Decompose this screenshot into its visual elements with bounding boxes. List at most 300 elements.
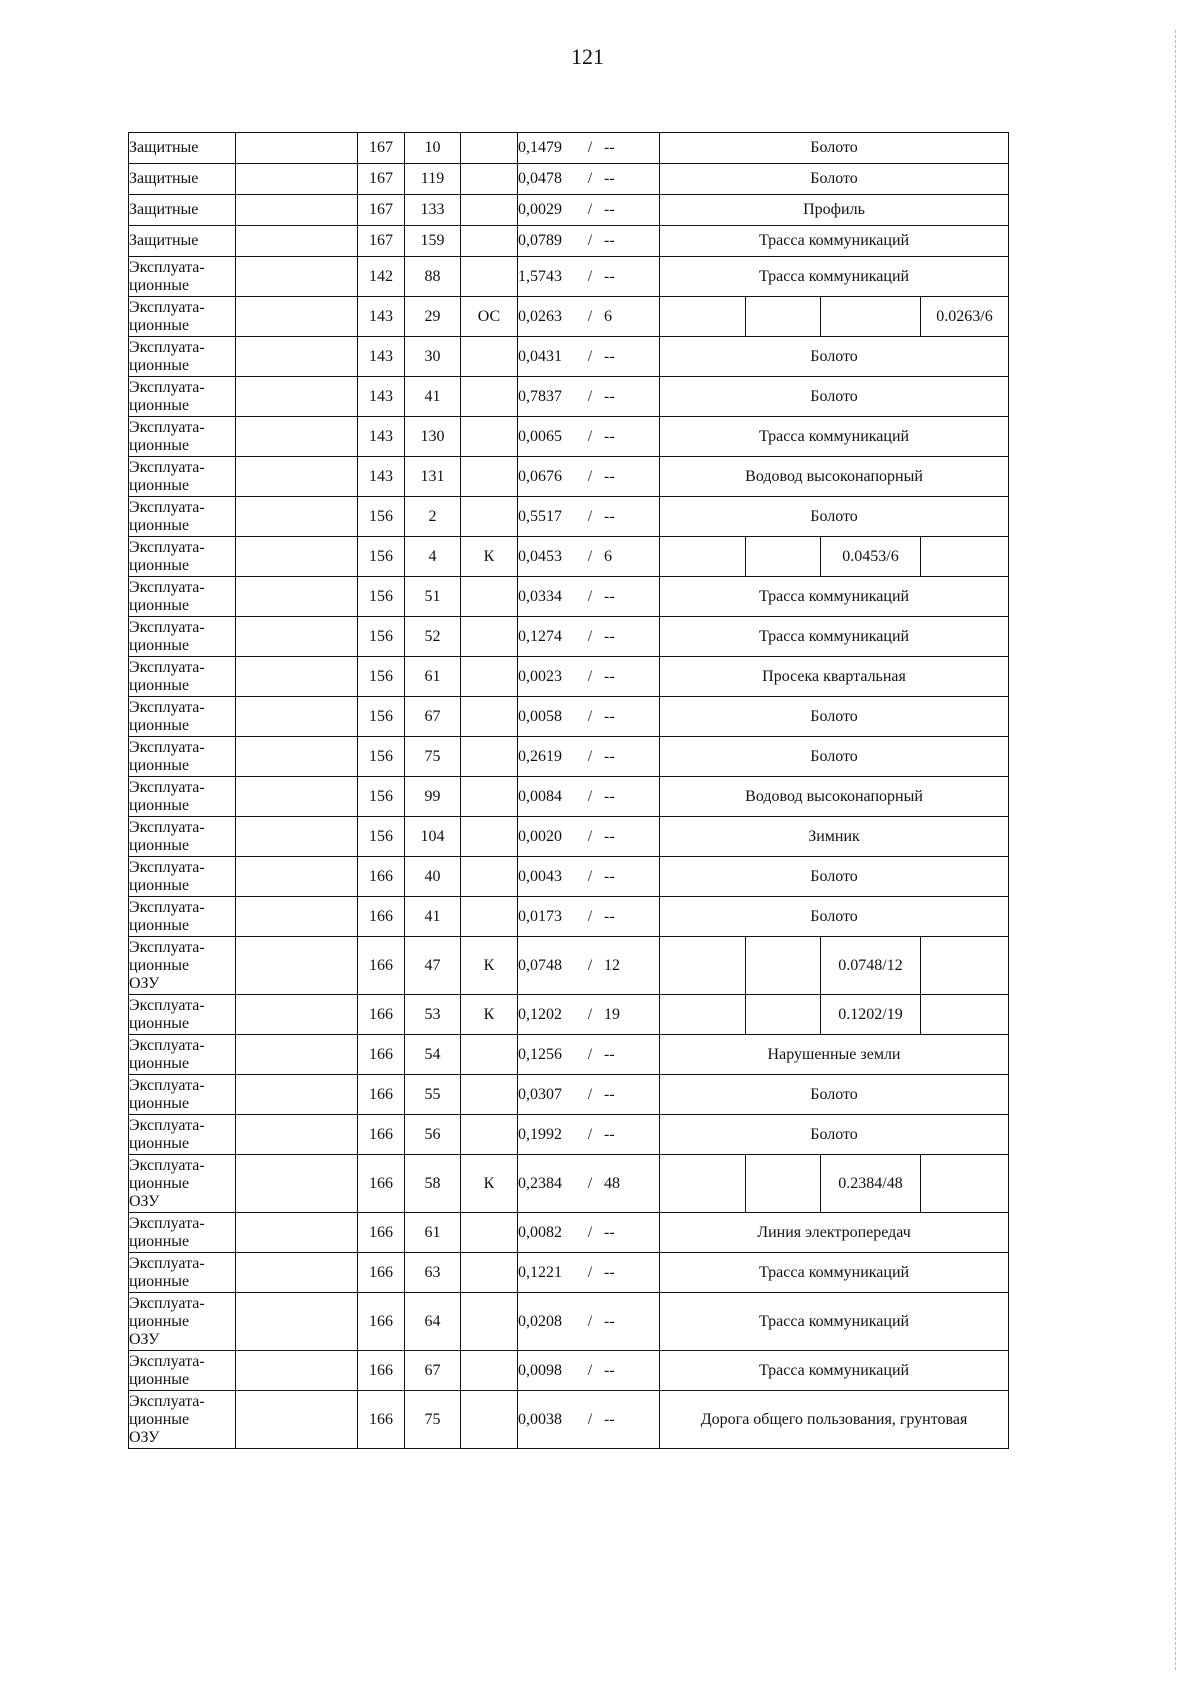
plot-cell: 88 — [405, 257, 461, 297]
note-cell: Нарушенные земли — [660, 1035, 1009, 1075]
table-row — [129, 537, 1009, 577]
category-cell — [129, 897, 236, 937]
code-cell — [461, 777, 518, 817]
area-sub-value: -- — [604, 1125, 615, 1143]
area-cell — [518, 164, 660, 195]
empty-cell — [236, 1351, 358, 1391]
area-cell — [518, 457, 660, 497]
quarter-cell: 156 — [358, 497, 405, 537]
category-line: Эксплуата- — [129, 1294, 205, 1312]
forest-plot-table — [128, 132, 1009, 1449]
note-cell: Трасса коммуникаций — [660, 417, 1009, 457]
area-sub-value: -- — [604, 867, 615, 885]
code-cell — [461, 377, 518, 417]
empty-cell — [236, 164, 358, 195]
code-cell — [461, 1351, 518, 1391]
quarter-cell: 166 — [358, 897, 405, 937]
code-cell — [461, 497, 518, 537]
category-line: ционные — [129, 1272, 190, 1290]
plot-cell: 29 — [405, 297, 461, 337]
table-row — [129, 226, 1009, 257]
area-value: 0,0478 — [518, 170, 562, 187]
plot-cell: 99 — [405, 777, 461, 817]
category-line: ционные — [129, 1094, 190, 1112]
area-slash: / — [587, 747, 593, 765]
empty-cell — [236, 417, 358, 457]
split-value-cell: 0.0453/6 — [821, 537, 921, 577]
category-line: Эксплуата- — [129, 538, 205, 556]
quarter-cell: 167 — [358, 164, 405, 195]
plot-cell: 104 — [405, 817, 461, 857]
quarter-cell: 156 — [358, 577, 405, 617]
empty-cell — [746, 297, 821, 337]
category-line: Эксплуата- — [129, 1352, 205, 1370]
empty-cell — [236, 497, 358, 537]
code-cell: К — [461, 1155, 518, 1213]
category-line: ОЗУ — [129, 1330, 160, 1348]
category-cell — [129, 195, 236, 226]
code-cell — [461, 1075, 518, 1115]
category-line: Эксплуата- — [129, 618, 205, 636]
code-cell — [461, 737, 518, 777]
category-line: Эксплуата- — [129, 996, 205, 1014]
category-line: ОЗУ — [129, 1428, 160, 1446]
area-value: 0,0038 — [518, 1410, 562, 1428]
plot-cell: 61 — [405, 657, 461, 697]
area-slash: / — [587, 907, 593, 925]
quarter-cell: 143 — [358, 417, 405, 457]
category-cell — [129, 1075, 236, 1115]
note-cell: Дорога общего пользования, грунтовая — [660, 1391, 1009, 1449]
table-row — [129, 937, 1009, 995]
area-cell — [518, 497, 660, 537]
category-line: Эксплуата- — [129, 1392, 205, 1410]
split-value-cell: 0.0748/12 — [821, 937, 921, 995]
area-cell — [518, 657, 660, 697]
table-row — [129, 417, 1009, 457]
plot-cell: 58 — [405, 1155, 461, 1213]
area-cell — [518, 377, 660, 417]
plot-cell: 52 — [405, 617, 461, 657]
code-cell: К — [461, 537, 518, 577]
area-sub-value: -- — [604, 1312, 615, 1330]
area-cell — [518, 737, 660, 777]
code-cell — [461, 164, 518, 195]
category-line: ционные — [129, 916, 190, 934]
code-cell — [461, 133, 518, 164]
table-row — [129, 897, 1009, 937]
area-cell — [518, 1115, 660, 1155]
category-line: Защитные — [129, 201, 199, 218]
area-sub-value: -- — [604, 627, 615, 645]
area-sub-value: -- — [604, 387, 615, 405]
note-cell: Болото — [660, 697, 1009, 737]
quarter-cell: 166 — [358, 1391, 405, 1449]
page-number: 121 — [571, 44, 604, 69]
category-line: Эксплуата- — [129, 818, 205, 836]
category-cell — [129, 337, 236, 377]
code-cell — [461, 1391, 518, 1449]
category-cell — [129, 1213, 236, 1253]
area-slash: / — [587, 347, 593, 365]
quarter-cell: 166 — [358, 1035, 405, 1075]
table-row — [129, 1253, 1009, 1293]
area-value: 0,0020 — [518, 827, 562, 845]
empty-cell — [660, 937, 746, 995]
category-line: ционные — [129, 356, 190, 374]
note-cell: Болото — [660, 1075, 1009, 1115]
area-sub-value: -- — [604, 507, 615, 525]
category-line: ционные — [129, 276, 190, 294]
table-row — [129, 457, 1009, 497]
area-value: 0,0043 — [518, 867, 562, 885]
note-cell: Болото — [660, 1115, 1009, 1155]
area-sub-value: -- — [604, 707, 615, 725]
code-cell — [461, 1213, 518, 1253]
note-cell: Просека квартальная — [660, 657, 1009, 697]
quarter-cell: 156 — [358, 737, 405, 777]
area-value: 0,0173 — [518, 907, 562, 925]
empty-cell — [746, 937, 821, 995]
note-cell: Трасса коммуникаций — [660, 1253, 1009, 1293]
category-cell — [129, 1391, 236, 1449]
area-value: 0,1256 — [518, 1045, 562, 1063]
category-line: Эксплуата- — [129, 898, 205, 916]
area-sub-value: -- — [604, 1410, 615, 1428]
code-cell — [461, 897, 518, 937]
area-slash: / — [587, 627, 593, 645]
split-value-cell: 0.1202/19 — [821, 995, 921, 1035]
category-line: Эксплуата- — [129, 1036, 205, 1054]
category-line: Эксплуата- — [129, 1156, 205, 1174]
empty-cell — [236, 995, 358, 1035]
area-slash: / — [587, 1361, 593, 1379]
note-cell: Профиль — [660, 195, 1009, 226]
category-cell — [129, 617, 236, 657]
table-row — [129, 497, 1009, 537]
area-value: 0,0334 — [518, 587, 562, 605]
code-cell — [461, 417, 518, 457]
area-sub-value: -- — [604, 587, 615, 605]
area-cell — [518, 817, 660, 857]
quarter-cell: 166 — [358, 995, 405, 1035]
table-row — [129, 195, 1009, 226]
quarter-cell: 156 — [358, 777, 405, 817]
plot-cell: 75 — [405, 1391, 461, 1449]
area-slash: / — [587, 201, 593, 218]
category-line: ОЗУ — [129, 974, 160, 992]
category-line: Эксплуата- — [129, 458, 205, 476]
category-line: ционные — [129, 956, 190, 974]
area-value: 0,0307 — [518, 1085, 562, 1103]
area-cell — [518, 226, 660, 257]
category-line: Эксплуата- — [129, 858, 205, 876]
empty-cell — [821, 297, 921, 337]
category-cell — [129, 133, 236, 164]
category-line: Эксплуата- — [129, 298, 205, 316]
area-slash: / — [587, 427, 593, 445]
empty-cell — [921, 995, 1009, 1035]
category-line: Эксплуата- — [129, 1254, 205, 1272]
area-sub-value: -- — [604, 201, 615, 218]
empty-cell — [236, 737, 358, 777]
area-slash: / — [587, 547, 593, 565]
category-line: ционные — [129, 836, 190, 854]
area-cell — [518, 1155, 660, 1213]
category-line: Эксплуата- — [129, 378, 205, 396]
plot-cell: 131 — [405, 457, 461, 497]
area-sub-value: 12 — [604, 956, 620, 974]
area-slash: / — [587, 387, 593, 405]
area-value: 0,0748 — [518, 956, 562, 974]
split-value-cell: 0.2384/48 — [821, 1155, 921, 1213]
table-row — [129, 1351, 1009, 1391]
quarter-cell: 166 — [358, 1351, 405, 1391]
quarter-cell: 166 — [358, 1293, 405, 1351]
category-cell — [129, 1155, 236, 1213]
empty-cell — [236, 1293, 358, 1351]
category-line: Эксплуата- — [129, 258, 205, 276]
quarter-cell: 166 — [358, 1253, 405, 1293]
table-row — [129, 1155, 1009, 1213]
plot-cell: 64 — [405, 1293, 461, 1351]
plot-cell: 54 — [405, 1035, 461, 1075]
area-sub-value: -- — [604, 1223, 615, 1241]
table-row — [129, 617, 1009, 657]
category-line: Эксплуата- — [129, 778, 205, 796]
note-cell: Болото — [660, 377, 1009, 417]
area-value: 0,0263 — [518, 307, 562, 325]
area-value: 0,1479 — [518, 139, 562, 156]
area-sub-value: -- — [604, 907, 615, 925]
area-cell — [518, 937, 660, 995]
area-slash: / — [587, 1125, 593, 1143]
quarter-cell: 167 — [358, 226, 405, 257]
area-sub-value: -- — [604, 170, 615, 187]
category-cell — [129, 1293, 236, 1351]
empty-cell — [236, 195, 358, 226]
area-slash: / — [587, 1263, 593, 1281]
area-sub-value: -- — [604, 267, 615, 285]
category-line: ционные — [129, 396, 190, 414]
area-value: 0,0453 — [518, 547, 562, 565]
table-row — [129, 1075, 1009, 1115]
plot-cell: 2 — [405, 497, 461, 537]
area-value: 0,0676 — [518, 467, 562, 485]
area-cell — [518, 577, 660, 617]
category-line: Эксплуата- — [129, 1116, 205, 1134]
category-line: ционные — [129, 756, 190, 774]
note-cell: Водовод высоконапорный — [660, 777, 1009, 817]
area-cell — [518, 1035, 660, 1075]
category-cell — [129, 377, 236, 417]
empty-cell — [660, 537, 746, 577]
area-cell — [518, 297, 660, 337]
quarter-cell: 143 — [358, 377, 405, 417]
code-cell — [461, 617, 518, 657]
table-row — [129, 697, 1009, 737]
category-line: ционные — [129, 436, 190, 454]
quarter-cell: 156 — [358, 617, 405, 657]
category-cell — [129, 937, 236, 995]
category-line: ционные — [129, 1054, 190, 1072]
quarter-cell: 166 — [358, 857, 405, 897]
category-line: ционные — [129, 1312, 190, 1330]
plot-cell: 47 — [405, 937, 461, 995]
area-slash: / — [587, 1312, 593, 1330]
empty-cell — [921, 937, 1009, 995]
plot-cell: 133 — [405, 195, 461, 226]
area-cell — [518, 897, 660, 937]
area-cell — [518, 195, 660, 226]
area-slash: / — [587, 1085, 593, 1103]
category-line: ционные — [129, 1014, 190, 1032]
area-slash: / — [587, 139, 593, 156]
area-slash: / — [587, 707, 593, 725]
code-cell — [461, 337, 518, 377]
quarter-cell: 156 — [358, 537, 405, 577]
quarter-cell: 166 — [358, 937, 405, 995]
category-line: ционные — [129, 316, 190, 334]
empty-cell — [236, 577, 358, 617]
category-line: Эксплуата- — [129, 1076, 205, 1094]
table-row — [129, 1115, 1009, 1155]
note-cell: Трасса коммуникаций — [660, 1293, 1009, 1351]
code-cell — [461, 457, 518, 497]
note-cell: Трасса коммуникаций — [660, 577, 1009, 617]
code-cell — [461, 1115, 518, 1155]
area-sub-value: -- — [604, 1085, 615, 1103]
table-row — [129, 297, 1009, 337]
area-value: 0,0431 — [518, 347, 562, 365]
category-cell — [129, 577, 236, 617]
empty-cell — [236, 1035, 358, 1075]
empty-cell — [660, 1155, 746, 1213]
category-cell — [129, 777, 236, 817]
note-cell: Болото — [660, 337, 1009, 377]
plot-cell: 61 — [405, 1213, 461, 1253]
area-value: 1,5743 — [518, 267, 562, 285]
plot-cell: 53 — [405, 995, 461, 1035]
empty-cell — [236, 1115, 358, 1155]
area-slash: / — [587, 827, 593, 845]
area-sub-value: -- — [604, 1361, 615, 1379]
plot-cell: 63 — [405, 1253, 461, 1293]
plot-cell: 10 — [405, 133, 461, 164]
category-cell — [129, 1115, 236, 1155]
empty-cell — [236, 257, 358, 297]
empty-cell — [236, 1155, 358, 1213]
area-cell — [518, 995, 660, 1035]
plot-cell: 159 — [405, 226, 461, 257]
area-sub-value: -- — [604, 427, 615, 445]
area-value: 0,1992 — [518, 1125, 562, 1143]
category-cell — [129, 457, 236, 497]
category-line: Эксплуата- — [129, 578, 205, 596]
category-line: Защитные — [129, 139, 199, 156]
table-row — [129, 995, 1009, 1035]
area-sub-value: 6 — [604, 307, 612, 325]
table-row — [129, 817, 1009, 857]
area-sub-value: -- — [604, 1263, 615, 1281]
area-sub-value: -- — [604, 232, 615, 249]
category-line: ционные — [129, 556, 190, 574]
category-line: ционные — [129, 516, 190, 534]
note-cell: Водовод высоконапорный — [660, 457, 1009, 497]
plot-cell: 4 — [405, 537, 461, 577]
area-slash: / — [587, 232, 593, 249]
note-cell: Трасса коммуникаций — [660, 257, 1009, 297]
area-sub-value: -- — [604, 347, 615, 365]
empty-cell — [746, 537, 821, 577]
category-cell — [129, 1351, 236, 1391]
quarter-cell: 156 — [358, 817, 405, 857]
area-cell — [518, 1391, 660, 1449]
quarter-cell: 142 — [358, 257, 405, 297]
empty-cell — [236, 1075, 358, 1115]
quarter-cell: 166 — [358, 1213, 405, 1253]
area-value: 0,1221 — [518, 1263, 562, 1281]
category-cell — [129, 297, 236, 337]
code-cell — [461, 1035, 518, 1075]
category-line: Эксплуата- — [129, 338, 205, 356]
category-line: Эксплуата- — [129, 698, 205, 716]
area-cell — [518, 617, 660, 657]
category-line: Эксплуата- — [129, 738, 205, 756]
note-cell: Зимник — [660, 817, 1009, 857]
code-cell — [461, 657, 518, 697]
area-sub-value: -- — [604, 667, 615, 685]
area-cell — [518, 857, 660, 897]
note-cell: Трасса коммуникаций — [660, 226, 1009, 257]
area-slash: / — [587, 507, 593, 525]
quarter-cell: 166 — [358, 1155, 405, 1213]
quarter-cell: 143 — [358, 297, 405, 337]
note-cell: Болото — [660, 164, 1009, 195]
area-slash: / — [587, 587, 593, 605]
code-cell: ОС — [461, 297, 518, 337]
area-value: 0,0058 — [518, 707, 562, 725]
area-value: 0,1202 — [518, 1005, 562, 1023]
empty-cell — [236, 226, 358, 257]
category-line: ционные — [129, 796, 190, 814]
category-cell — [129, 257, 236, 297]
code-cell — [461, 697, 518, 737]
area-value: 0,0789 — [518, 232, 562, 249]
table-row — [129, 377, 1009, 417]
table-row — [129, 337, 1009, 377]
category-line: Эксплуата- — [129, 1214, 205, 1232]
area-cell — [518, 1253, 660, 1293]
code-cell: К — [461, 995, 518, 1035]
category-line: Эксплуата- — [129, 418, 205, 436]
area-value: 0,2619 — [518, 747, 562, 765]
category-line: ционные — [129, 596, 190, 614]
category-line: ционные — [129, 636, 190, 654]
category-cell — [129, 995, 236, 1035]
plot-cell: 51 — [405, 577, 461, 617]
empty-cell — [236, 697, 358, 737]
empty-cell — [921, 1155, 1009, 1213]
category-cell — [129, 697, 236, 737]
scan-edge — [1175, 30, 1179, 1670]
code-cell — [461, 577, 518, 617]
area-cell — [518, 777, 660, 817]
note-cell: Болото — [660, 857, 1009, 897]
area-slash: / — [587, 667, 593, 685]
table-row — [129, 164, 1009, 195]
area-cell — [518, 257, 660, 297]
